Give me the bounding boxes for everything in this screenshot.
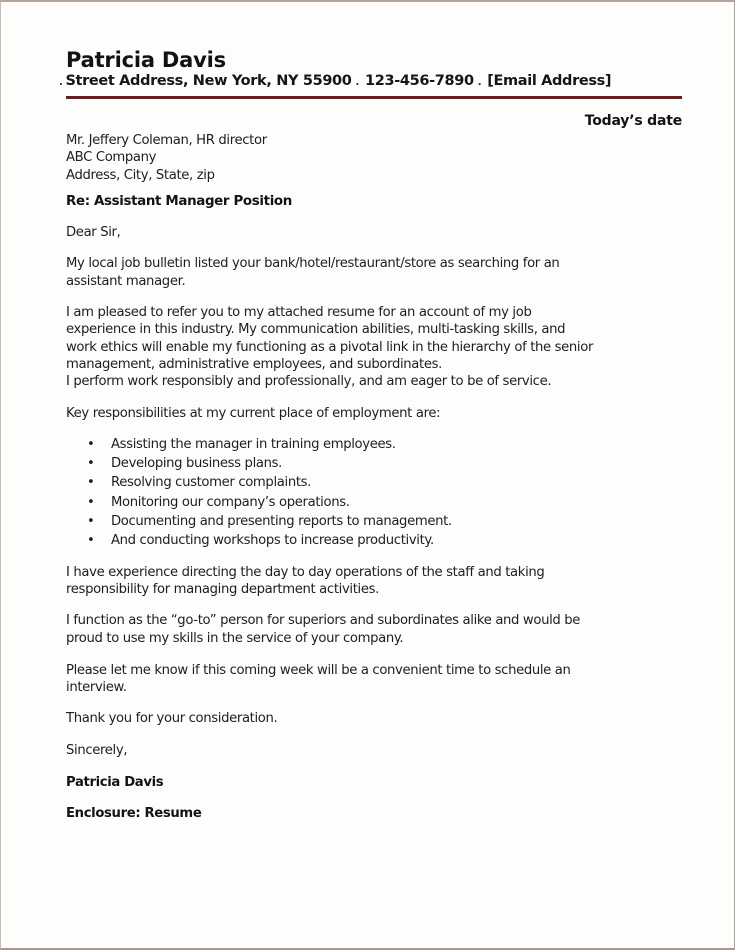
recipient-company: ABC Company: [66, 150, 157, 166]
paragraph-line: I perform work responsibly and professionally, and am eager to be of service.: [66, 374, 552, 390]
separator-dot-icon: .: [355, 77, 359, 88]
paragraph-line: proud to use my skills in the service of your company.: [66, 630, 404, 646]
salutation: Dear Sir,: [66, 225, 121, 241]
contact-email: [Email Address]: [487, 73, 612, 89]
paragraph-line: My local job bulletin listed your bank/hotel/restaurant/store as searching for an: [66, 256, 560, 272]
list-item: [66, 454, 682, 473]
separator-dot-icon: .: [477, 77, 482, 88]
paragraph-line: I am pleased to refer you to my attached resume for an account of my job: [66, 305, 532, 321]
list-item-text: Assisting the manager in training employees.: [111, 436, 396, 452]
paragraph-line: interview.: [66, 680, 127, 696]
list-item-text: Developing business plans.: [111, 456, 282, 472]
list-item: [66, 473, 682, 492]
date-line: Today’s date: [584, 113, 682, 129]
paragraph-line: responsibility for managing department activities.: [66, 581, 379, 597]
bullet-icon: •: [87, 456, 95, 472]
list-item-text: And conducting workshops to increase productivity.: [111, 533, 434, 549]
header-rule: [66, 96, 682, 99]
paragraph-experience: [66, 304, 682, 390]
list-item: [66, 531, 682, 550]
recipient-block: [66, 132, 682, 184]
closing: Sincerely,: [66, 742, 128, 758]
letter-content: [1, 2, 682, 823]
list-item: [66, 435, 682, 454]
paragraph-goto: [66, 612, 682, 647]
paragraph-line: experience in this industry. My communication abilities, multi-tasking skills, and: [66, 322, 566, 338]
recipient-name: Mr. Jeffery Coleman, HR director: [66, 133, 267, 148]
paragraph-line: Please let me know if this coming week will be a convenient time to schedule an: [66, 662, 571, 678]
sender-name: Patricia Davis: [66, 48, 226, 72]
recipient-address: Address, City, State, zip: [66, 167, 215, 183]
bullet-icon: •: [87, 514, 95, 530]
subject-line: Re: Assistant Manager Position: [66, 193, 292, 209]
bullet-icon: •: [87, 533, 95, 549]
contact-phone: 123-456-7890: [365, 73, 474, 89]
separator-dot-icon: .: [59, 77, 63, 88]
paragraph-line: I function as the “go-to” person for superiors and subordinates alike and would be: [66, 613, 581, 629]
paragraph-line: assistant manager.: [66, 273, 186, 289]
signature-name: Patricia Davis: [66, 775, 164, 791]
list-item-text: Resolving customer complaints.: [111, 475, 312, 491]
list-item: [66, 512, 682, 531]
letter-body: [66, 113, 682, 823]
bullet-icon: •: [87, 494, 95, 510]
bullet-icon: •: [87, 436, 95, 452]
paragraph-operations: [66, 564, 682, 599]
list-item-text: Monitoring our company’s operations.: [111, 494, 350, 510]
paragraph-intro: [66, 255, 682, 290]
bullet-icon: •: [87, 475, 95, 491]
paragraph-line: I have experience directing the day to day operations of the staff and taking: [66, 564, 545, 580]
paragraph-thanks: Thank you for your consideration.: [66, 711, 278, 727]
responsibilities-list: [66, 435, 682, 551]
paragraph-interview: [66, 662, 682, 697]
paragraph-line: work ethics will enable my functioning as a pivotal link in the hierarchy of the senior: [66, 339, 594, 355]
list-item-text: Documenting and presenting reports to management.: [111, 514, 452, 530]
list-item: [66, 493, 682, 512]
responsibilities-lead-in: Key responsibilities at my current place of employment are:: [66, 405, 441, 421]
enclosure-line: Enclosure: Resume: [66, 806, 202, 822]
paragraph-line: management, administrative employees, and subordinates.: [66, 356, 442, 372]
contact-line: [59, 72, 682, 92]
letterhead: [59, 48, 682, 99]
contact-address: Street Address, New York, NY 55900: [65, 73, 352, 89]
